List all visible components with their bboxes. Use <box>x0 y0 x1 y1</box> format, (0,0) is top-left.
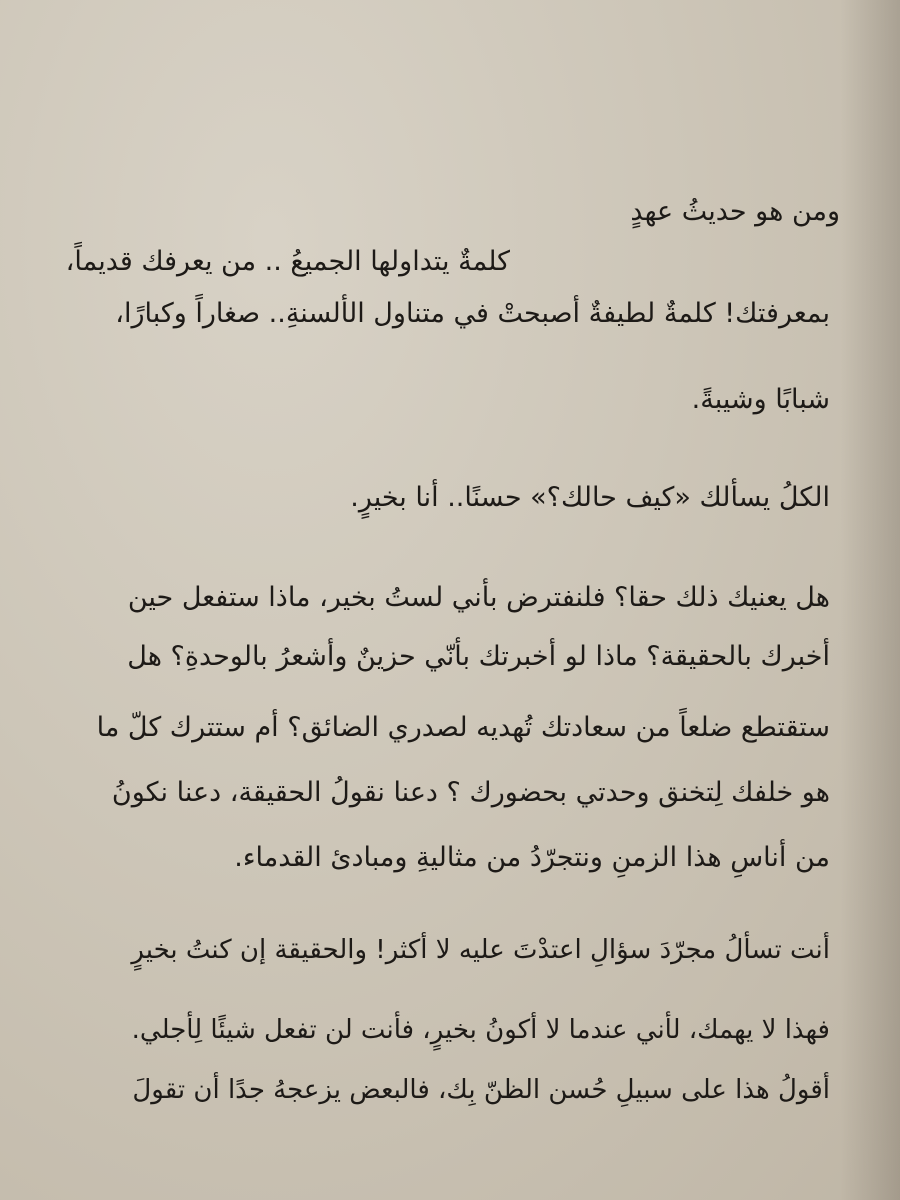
text-line: أقولُ هذا على سبيلِ حُسن الظنّ بِك، فالبعض يزعجهُ جدًا أن تقولَ <box>132 1075 830 1105</box>
text-line: فهذا لا يهمك، لأني عندما لا أكونُ بخيرٍ، فأنت لن تفعل شيئًا لِأجلي. <box>131 1015 830 1045</box>
text-line: ومن هو حديثُ عهدٍ <box>630 196 840 227</box>
text-line: هو خلفك لِتخنق وحدتي بحضورك ؟ دعنا نقولُ الحقيقة، دعنا نكونُ <box>111 777 830 808</box>
text-line: أخبرك بالحقيقة؟ ماذا لو أخبرتك بأنّي حزينٌ وأشعرُ بالوحدةِ؟ هل <box>127 641 830 672</box>
text-line: ستقتطع ضلعاً من سعادتك تُهديه لصدري الضائق؟ أم ستترك كلّ ما <box>96 712 830 743</box>
text-line: هل يعنيك ذلك حقا؟ فلنفترض بأني لستُ بخير، ماذا ستفعل حين <box>127 582 830 613</box>
text-line: الكلُ يسألك «كيف حالك؟» حسنًا.. أنا بخيرٍ. <box>350 482 830 513</box>
text-line: كلمةٌ يتداولها الجميعُ .. من يعرفك قديماً، <box>65 246 510 277</box>
text-line: بمعرفتك! كلمةٌ لطيفةٌ أصبحتْ في متناول الألسنةِ.. صغاراً وكبارًا، <box>115 298 830 329</box>
text-line: شبابًا وشيبةً. <box>691 384 830 415</box>
text-line: من أناسِ هذا الزمنِ ونتجرّدُ من مثاليةِ ومبادئ القدماء. <box>234 842 830 873</box>
text-line: أنت تسألُ مجرّدَ سؤالِ اعتدْتَ عليه لا أكثر! والحقيقة إن كنتُ بخيرٍ <box>131 935 830 965</box>
page-text <box>60 0 840 1200</box>
